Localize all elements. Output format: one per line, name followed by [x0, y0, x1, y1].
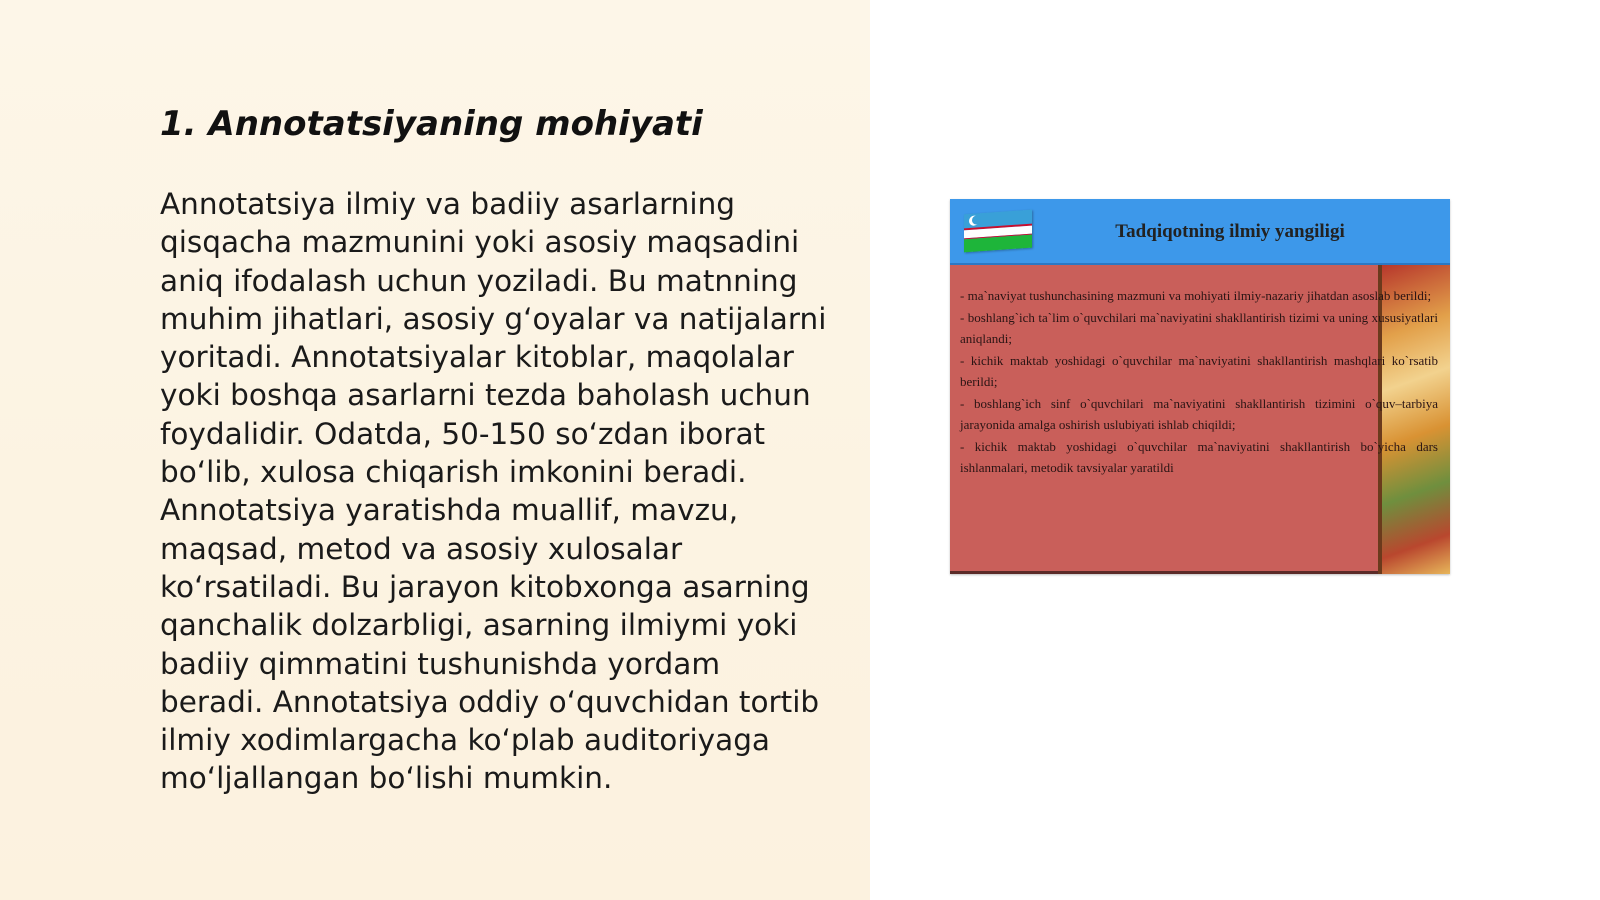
image-list-item: - ma`naviyat tushunchasining mazmuni va mohiyati ilmiy-nazariy jihatdan asoslab berildi; [960, 288, 1432, 303]
body-line: Annotatsiya yaratishda muallif, mavzu, [160, 493, 739, 528]
research-novelty-image [950, 199, 1450, 574]
body-line: yoki boshqa asarlarni tezda baholash uchun [160, 378, 811, 413]
slide-body-text [160, 185, 830, 798]
body-line: mo‘ljallangan bo‘lishi mumkin. [160, 761, 613, 796]
image-header [950, 199, 1450, 265]
body-line: ko‘rsatiladi. Bu jarayon kitobxonga asarning [160, 569, 810, 604]
body-line: Annotatsiya ilmiy va badiiy asarlarning [160, 187, 735, 221]
uzbekistan-flag-icon [964, 210, 1032, 253]
image-list-item: - boshlang`ich sinf o`quvchilari ma`naviyatini shakllantirish tizimini o`quv–tarbiya jarayonida amalga oshirish uslubiyati ishlab chiqildi; [960, 395, 1438, 432]
body-line: ilmiy xodimlargacha ko‘plab auditoriyaga [160, 723, 771, 758]
body-line: foydalidir. Odatda, 50-150 so‘zdan iborat [160, 416, 766, 451]
body-line: badiiy qimmatini tushunishda yordam [160, 646, 721, 681]
body-line: yoritadi. Annotatsiyalar kitoblar, maqolalar [160, 340, 794, 375]
body-line: qanchalik dolzarbligi, asarning ilmiymi yoki [160, 608, 798, 643]
body-line: muhim jihatlari, asosiy g‘oyalar va natijalarni [160, 301, 827, 336]
image-title: Tadqiqotning ilmiy yangiligi [1115, 221, 1345, 242]
image-list-item: - kichik maktab yoshidagi o`quvchilar ma`naviyatini shakllantirish bo`yicha dars ishlanmalari, metodik tavsiyalar yaratildi [960, 438, 1438, 475]
slide-title: 1. Annotatsiyaning mohiyati [160, 104, 703, 144]
body-line: beradi. Annotatsiya oddiy o‘quvchidan tortib [160, 684, 820, 719]
image-list-item: - boshlang`ich ta`lim o`quvchilari ma`naviyatini shakllantirish tizimi va uning xususiyatlari aniqlandi; [960, 309, 1438, 346]
body-line: aniq ifodalash uchun yoziladi. Bu matnning [160, 263, 798, 298]
image-text [960, 285, 1438, 479]
image-list-item: - kichik maktab yoshidagi o`quvchilar ma`naviyatini shakllantirish mashqlari ko`rsatib berildi; [960, 352, 1438, 389]
body-line: qisqacha mazmunini yoki asosiy maqsadini [160, 225, 800, 260]
body-line: bo‘lib, xulosa chiqarish imkonini beradi. [160, 455, 747, 490]
body-line: maqsad, metod va asosiy xulosalar [160, 531, 683, 566]
